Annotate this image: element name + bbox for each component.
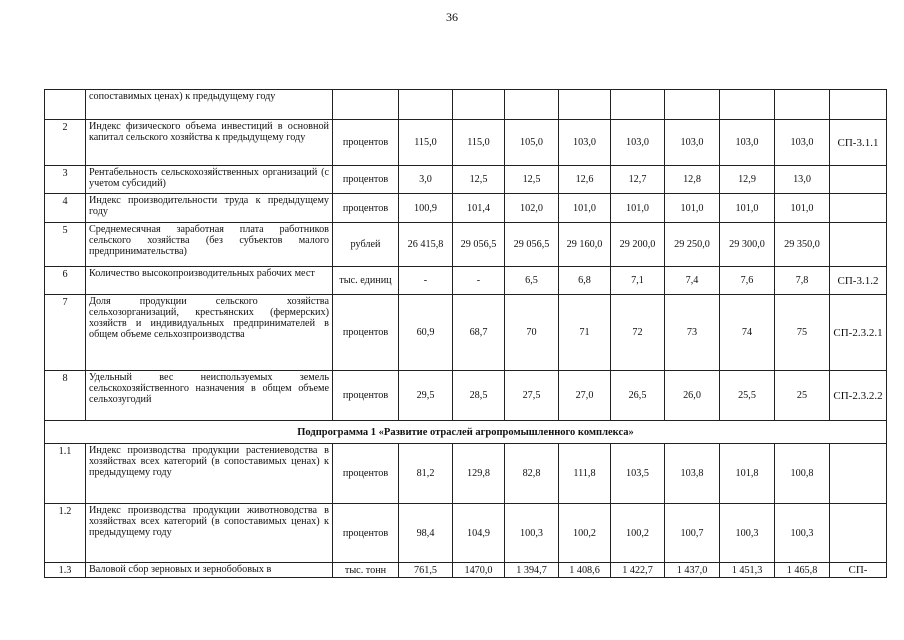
table-row <box>45 223 887 267</box>
row-number-cell: 5 <box>45 223 86 267</box>
section-title: Подпрограмма 1 «Развитие отраслей агропромышленного комплекса» <box>45 421 887 444</box>
value-cell: 101,8 <box>720 444 775 504</box>
value-cell: 104,9 <box>453 504 505 563</box>
table-row <box>45 295 887 371</box>
unit-cell: рублей <box>333 223 399 267</box>
value-cell: 101,0 <box>559 194 611 223</box>
value-cell: 103,5 <box>611 444 665 504</box>
value-cell <box>559 90 611 120</box>
value-cell: 101,0 <box>665 194 720 223</box>
value-cell: 29 056,5 <box>505 223 559 267</box>
value-cell: 60,9 <box>399 295 453 371</box>
value-cell: 12,8 <box>665 166 720 194</box>
row-number-cell: 7 <box>45 295 86 371</box>
indicator-name-cell: Индекс производства продукции растениеводства в хозяйствах всех категорий (в сопоставимых ценах) к предыдущему году <box>86 444 333 504</box>
table-row <box>45 194 887 223</box>
value-cell: 115,0 <box>453 120 505 166</box>
value-cell: 101,0 <box>611 194 665 223</box>
row-number-cell: 1.2 <box>45 504 86 563</box>
value-cell: 73 <box>665 295 720 371</box>
value-cell: 101,4 <box>453 194 505 223</box>
reference-cell <box>830 444 887 504</box>
table-row <box>45 166 887 194</box>
value-cell: 103,0 <box>720 120 775 166</box>
value-cell: 111,8 <box>559 444 611 504</box>
value-cell: 100,2 <box>611 504 665 563</box>
indicator-name-cell: Индекс производительности труда к предыдущему году <box>86 194 333 223</box>
value-cell: - <box>453 267 505 295</box>
value-cell: 100,3 <box>720 504 775 563</box>
value-cell: 103,8 <box>665 444 720 504</box>
reference-cell <box>830 194 887 223</box>
indicator-name-cell: Среднемесячная заработная плата работников сельского хозяйства (без субъектов малого предпринимательства) <box>86 223 333 267</box>
indicator-name-cell: Доля продукции сельского хозяйства сельхозорганизаций, крестьянских (фермерских) хозяйств и индивидуальных предпринимателей в общем объеме сельхозпроизводства <box>86 295 333 371</box>
reference-cell: СП-3.1.2 <box>830 267 887 295</box>
value-cell: 25,5 <box>720 371 775 421</box>
unit-cell: процентов <box>333 120 399 166</box>
value-cell: 103,0 <box>775 120 830 166</box>
value-cell: 100,9 <box>399 194 453 223</box>
value-cell: 101,0 <box>775 194 830 223</box>
reference-cell: СП-2.3.2.1 <box>830 295 887 371</box>
table-row <box>45 504 887 563</box>
reference-cell: СП-3.1.1 <box>830 120 887 166</box>
value-cell: 68,7 <box>453 295 505 371</box>
value-cell: 1 394,7 <box>505 563 559 578</box>
indicator-name-cell: Индекс физического объема инвестиций в основной капитал сельского хозяйства к предыдущему году <box>86 120 333 166</box>
value-cell: 103,0 <box>665 120 720 166</box>
value-cell: 82,8 <box>505 444 559 504</box>
table-row <box>45 120 887 166</box>
value-cell: 1 437,0 <box>665 563 720 578</box>
value-cell: 12,7 <box>611 166 665 194</box>
row-number-cell: 8 <box>45 371 86 421</box>
value-cell: 103,0 <box>559 120 611 166</box>
section-header-row <box>45 421 887 444</box>
value-cell: 29 160,0 <box>559 223 611 267</box>
value-cell: 1470,0 <box>453 563 505 578</box>
indicator-name-cell: Количество высокопроизводительных рабочих мест <box>86 267 333 295</box>
value-cell <box>453 90 505 120</box>
table-row <box>45 371 887 421</box>
value-cell: 29 300,0 <box>720 223 775 267</box>
unit-cell: процентов <box>333 371 399 421</box>
row-number-cell: 1.1 <box>45 444 86 504</box>
value-cell: 12,9 <box>720 166 775 194</box>
value-cell: 29 056,5 <box>453 223 505 267</box>
unit-cell <box>333 90 399 120</box>
indicator-name-cell: Индекс производства продукции животноводства в хозяйствах всех категорий (в сопоставимых ценах) к предыдущему году <box>86 504 333 563</box>
table-row <box>45 267 887 295</box>
value-cell: 98,4 <box>399 504 453 563</box>
unit-cell: процентов <box>333 194 399 223</box>
value-cell: 26,5 <box>611 371 665 421</box>
value-cell: 29,5 <box>399 371 453 421</box>
value-cell: 100,3 <box>775 504 830 563</box>
value-cell <box>665 90 720 120</box>
value-cell: 74 <box>720 295 775 371</box>
value-cell: 1 422,7 <box>611 563 665 578</box>
value-cell: 71 <box>559 295 611 371</box>
value-cell: 7,1 <box>611 267 665 295</box>
value-cell: - <box>399 267 453 295</box>
unit-cell: процентов <box>333 295 399 371</box>
value-cell: 29 200,0 <box>611 223 665 267</box>
table-row <box>45 563 887 578</box>
value-cell: 1 451,3 <box>720 563 775 578</box>
reference-cell <box>830 90 887 120</box>
value-cell: 28,5 <box>453 371 505 421</box>
value-cell: 100,7 <box>665 504 720 563</box>
indicator-name-cell: сопоставимых ценах) к предыдущему году <box>86 90 333 120</box>
reference-cell <box>830 223 887 267</box>
table-body <box>45 90 887 578</box>
reference-cell <box>830 166 887 194</box>
row-number-cell <box>45 90 86 120</box>
value-cell: 100,3 <box>505 504 559 563</box>
value-cell: 103,0 <box>611 120 665 166</box>
value-cell: 1 408,6 <box>559 563 611 578</box>
reference-cell: СП- <box>830 563 887 578</box>
value-cell: 7,6 <box>720 267 775 295</box>
reference-cell <box>830 504 887 563</box>
value-cell <box>775 90 830 120</box>
value-cell: 7,8 <box>775 267 830 295</box>
value-cell: 81,2 <box>399 444 453 504</box>
value-cell: 101,0 <box>720 194 775 223</box>
value-cell: 105,0 <box>505 120 559 166</box>
value-cell: 761,5 <box>399 563 453 578</box>
page-number: 36 <box>446 10 458 24</box>
unit-cell: тыс. тонн <box>333 563 399 578</box>
row-number-cell: 1.3 <box>45 563 86 578</box>
value-cell: 100,8 <box>775 444 830 504</box>
unit-cell: процентов <box>333 166 399 194</box>
table-row <box>45 90 887 120</box>
value-cell: 12,5 <box>453 166 505 194</box>
value-cell: 26 415,8 <box>399 223 453 267</box>
row-number-cell: 4 <box>45 194 86 223</box>
table-row <box>45 444 887 504</box>
value-cell: 7,4 <box>665 267 720 295</box>
value-cell: 25 <box>775 371 830 421</box>
value-cell: 70 <box>505 295 559 371</box>
value-cell: 29 250,0 <box>665 223 720 267</box>
value-cell: 13,0 <box>775 166 830 194</box>
value-cell: 29 350,0 <box>775 223 830 267</box>
value-cell: 26,0 <box>665 371 720 421</box>
value-cell: 27,0 <box>559 371 611 421</box>
indicator-table <box>44 89 887 578</box>
value-cell: 12,5 <box>505 166 559 194</box>
value-cell: 72 <box>611 295 665 371</box>
unit-cell: процентов <box>333 504 399 563</box>
value-cell: 6,8 <box>559 267 611 295</box>
value-cell <box>399 90 453 120</box>
value-cell <box>720 90 775 120</box>
value-cell <box>611 90 665 120</box>
value-cell: 12,6 <box>559 166 611 194</box>
value-cell: 129,8 <box>453 444 505 504</box>
unit-cell: процентов <box>333 444 399 504</box>
value-cell: 1 465,8 <box>775 563 830 578</box>
indicator-name-cell: Валовой сбор зерновых и зернобобовых в <box>86 563 333 578</box>
value-cell: 115,0 <box>399 120 453 166</box>
value-cell <box>505 90 559 120</box>
indicator-name-cell: Удельный вес неиспользуемых земель сельскохозяйственного назначения в общем объеме сельхозугодий <box>86 371 333 421</box>
unit-cell: тыс. единиц <box>333 267 399 295</box>
value-cell: 100,2 <box>559 504 611 563</box>
value-cell: 27,5 <box>505 371 559 421</box>
value-cell: 6,5 <box>505 267 559 295</box>
reference-cell: СП-2.3.2.2 <box>830 371 887 421</box>
row-number-cell: 3 <box>45 166 86 194</box>
row-number-cell: 2 <box>45 120 86 166</box>
indicator-name-cell: Рентабельность сельскохозяйственных организаций (с учетом субсидий) <box>86 166 333 194</box>
value-cell: 75 <box>775 295 830 371</box>
value-cell: 3,0 <box>399 166 453 194</box>
value-cell: 102,0 <box>505 194 559 223</box>
row-number-cell: 6 <box>45 267 86 295</box>
